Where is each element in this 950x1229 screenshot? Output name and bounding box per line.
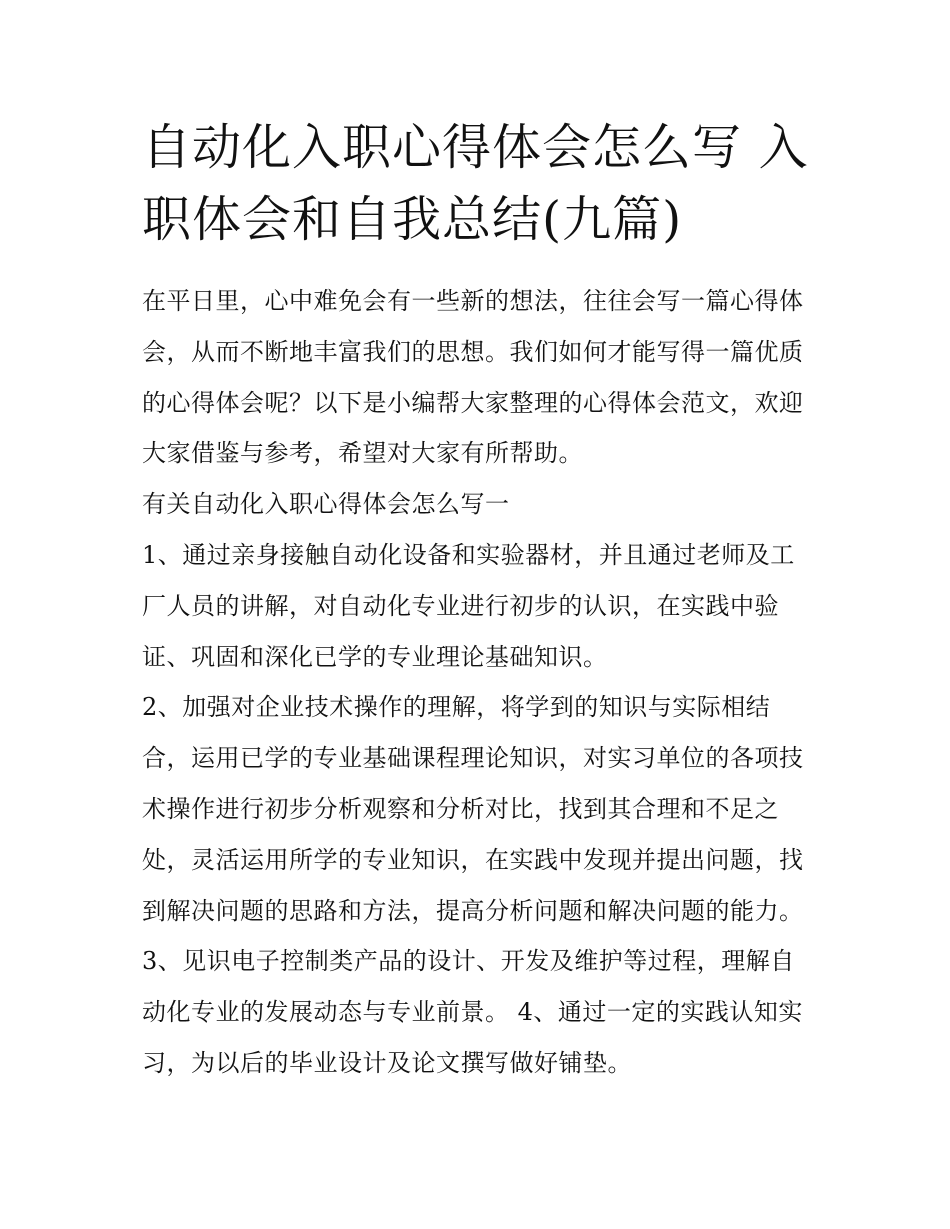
point-2-line-3: 术操作进行初步分析观察和分析对比，找到其合理和不足之 [142, 795, 779, 823]
intro-line-1: 在平日里，心中难免会有一些新的想法，往往会写一篇心得体 [142, 287, 804, 315]
point-3-line-2: 动化专业的发展动态与专业前景。 4、通过一定的实践认知实 [142, 998, 803, 1026]
point-2-line-4: 处，灵活运用所学的专业知识，在实践中发现并提出问题，找 [142, 846, 804, 874]
point-1-line-3: 证、巩固和深化已学的专业理论基础知识。 [142, 643, 608, 671]
point-2-line-2: 合，运用已学的专业基础课程理论知识，对实习单位的各项技 [142, 744, 804, 772]
intro-line-2: 会，从而不断地丰富我们的思想。我们如何才能写得一篇优质 [142, 338, 804, 366]
point-4-line-2: 习，为以后的毕业设计及论文撰写做好铺垫。 [142, 1049, 632, 1077]
point-1-line-2: 厂人员的讲解，对自动化专业进行初步的认识，在实践中验 [142, 592, 779, 620]
point-1-line-1: 1、通过亲身接触自动化设备和实验器材，并且通过老师及工 [142, 541, 795, 569]
point-2-line-5: 到解决问题的思路和方法，提高分析问题和解决问题的能力。 [142, 897, 804, 925]
intro-line-3: 的心得体会呢？以下是小编帮大家整理的心得体会范文，欢迎 [142, 389, 804, 417]
document-title: 自动化入职心得体会怎么写 入职体会和自我总结(九篇) [142, 119, 809, 248]
intro-line-4: 大家借鉴与参考，希望对大家有所帮助。 [142, 439, 583, 467]
point-3-line-1: 3、见识电子控制类产品的设计、开发及维护等过程，理解自 [142, 947, 795, 975]
point-2-line-1: 2、加强对企业技术操作的理解，将学到的知识与实际相结 [142, 693, 771, 721]
section-heading: 有关自动化入职心得体会怎么写一 [142, 490, 510, 518]
